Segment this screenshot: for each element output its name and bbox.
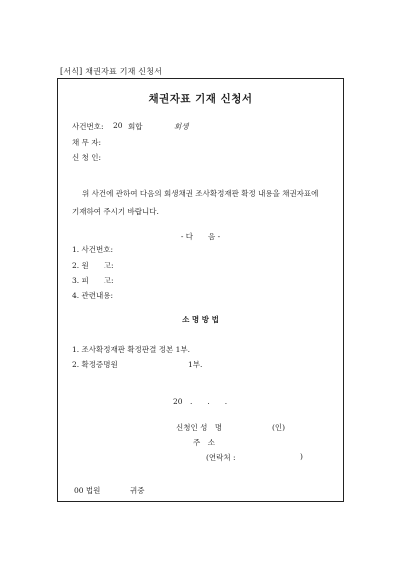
date-line: 20 . . .	[173, 397, 228, 406]
signature-applicant-label: 신청인 성 명	[176, 423, 223, 432]
detail-defendant: 3. 피 고:	[72, 276, 114, 285]
detail-related-content: 4. 관련내용:	[72, 291, 114, 300]
contact-label: (연락처 :	[206, 453, 236, 462]
form-label: [서식] 채권자표 기재 신청서	[60, 67, 163, 76]
application-form	[57, 78, 344, 502]
form-title: 채권자표 기재 신청서	[148, 93, 253, 105]
contact-close: )	[300, 452, 303, 461]
evidence-item-2: 2. 확정증명원	[72, 360, 118, 369]
address-label: 주 소	[193, 438, 215, 447]
debtor-label: 채 무 자:	[72, 138, 102, 147]
court-name: 00 법원	[74, 486, 101, 495]
evidence-item-2-count: 1부.	[188, 360, 203, 369]
applicant-header-label: 신 청 인:	[72, 153, 102, 162]
seal-mark: (인)	[272, 423, 286, 432]
detail-case-number: 1. 사건번호:	[72, 245, 114, 254]
evidence-item-1: 1. 조사확정재판 확정판결 정본 1부.	[72, 345, 191, 354]
case-number-label: 사건번호:	[72, 122, 104, 131]
case-number-suffix: 회생	[174, 122, 189, 131]
case-number-type: 회합	[128, 122, 143, 131]
detail-plaintiff: 2. 원 고:	[72, 261, 114, 270]
addressee: 귀중	[130, 486, 145, 495]
evidence-heading: 소 명 방 법	[182, 315, 219, 324]
case-number-year: 20	[113, 121, 123, 130]
request-paragraph: 위 사건에 관하여 다음의 회생채권 조사확정재판 확정 내용을 채권자표에 기재하여 주시기 바랍니다.	[72, 189, 319, 216]
details-heading: - 다 음 -	[180, 232, 221, 241]
